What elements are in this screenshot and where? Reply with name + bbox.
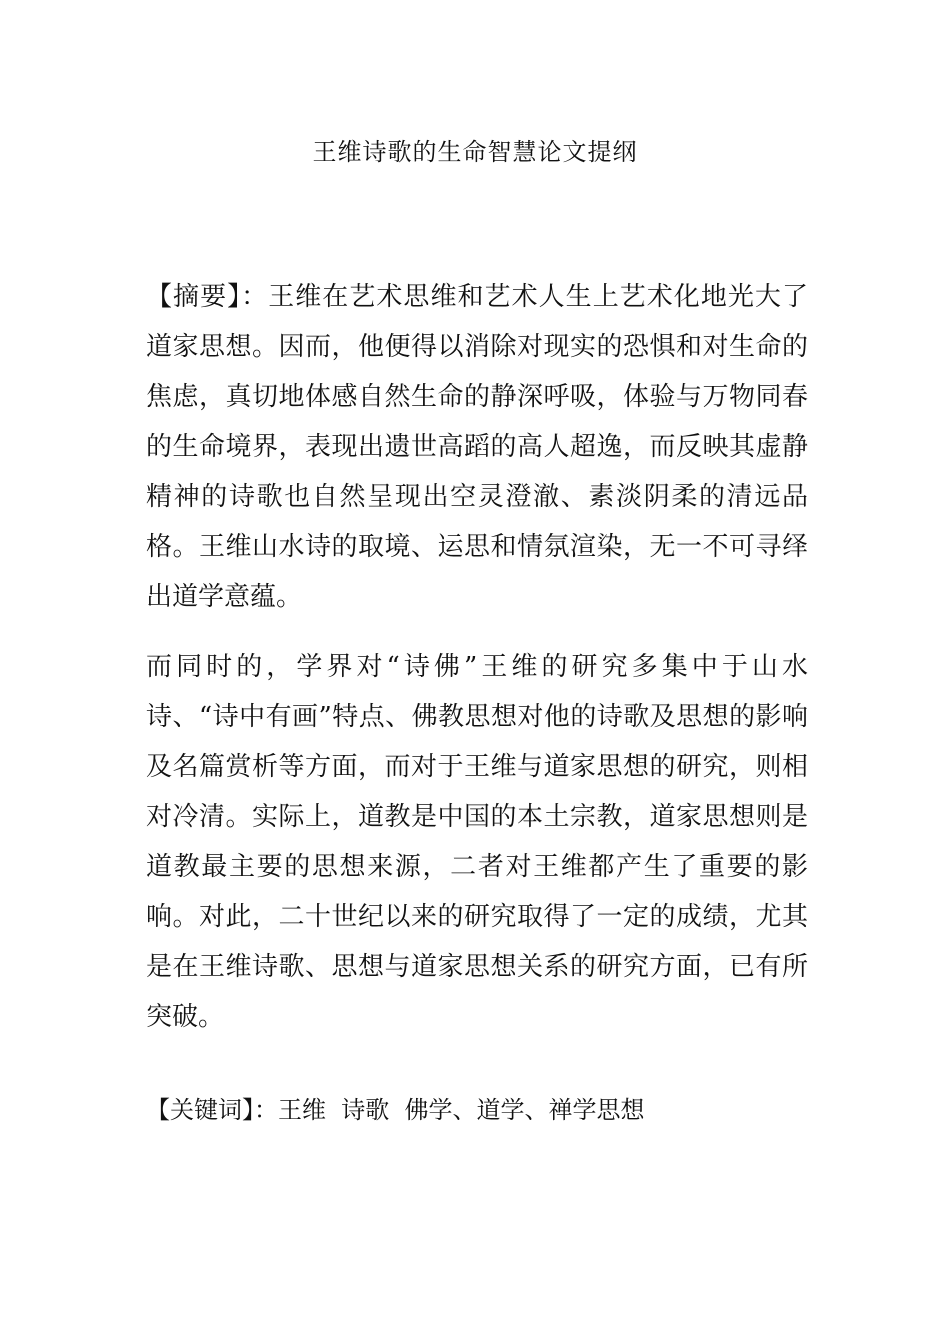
keyword-item: 佛学、道学、禅学思想 — [404, 1096, 645, 1124]
abstract-text-1: 王维在艺术思维和艺术人生上艺术化地光大了道家思想。因而，他便得以消除对现实的恐惧和对生命的焦虑，真切地体感自然生命的静深呼吸，体验与万物同春的生命境界，表现出遗世高蹈的高人超逸，而反映其虚静精神的诗歌也自然呈现出空灵澄澈、素淡阴柔的清远品格。王维山水诗的取境、运思和情氛渲染，无一不可寻绎出道学意蕴。 — [146, 282, 808, 612]
abstract-paragraph-1 — [146, 272, 808, 622]
abstract-paragraph-2: 而同时的，学界对“诗佛”王维的研究多集中于山水诗、“诗中有画”特点、佛教思想对他的诗歌及思想的影响及名篇赏析等方面，而对于王维与道家思想的研究，则相对冷清。实际上，道教是中国的本土宗教，道家思想则是道教最主要的思想来源，二者对王维都产生了重要的影响。对此，二十世纪以来的研究取得了一定的成绩，尤其是在王维诗歌、思想与道家思想关系的研究方面，已有所突破。 — [146, 652, 808, 1032]
keyword-item: 王维 — [278, 1096, 326, 1124]
keywords-label: 【关键词】： — [146, 1096, 278, 1124]
keywords-line — [146, 1085, 808, 1135]
abstract-label: 【摘要】： — [146, 282, 269, 312]
document-title: 王维诗歌的生命智慧论文提纲 — [312, 138, 638, 166]
keyword-item: 诗歌 — [341, 1096, 390, 1124]
